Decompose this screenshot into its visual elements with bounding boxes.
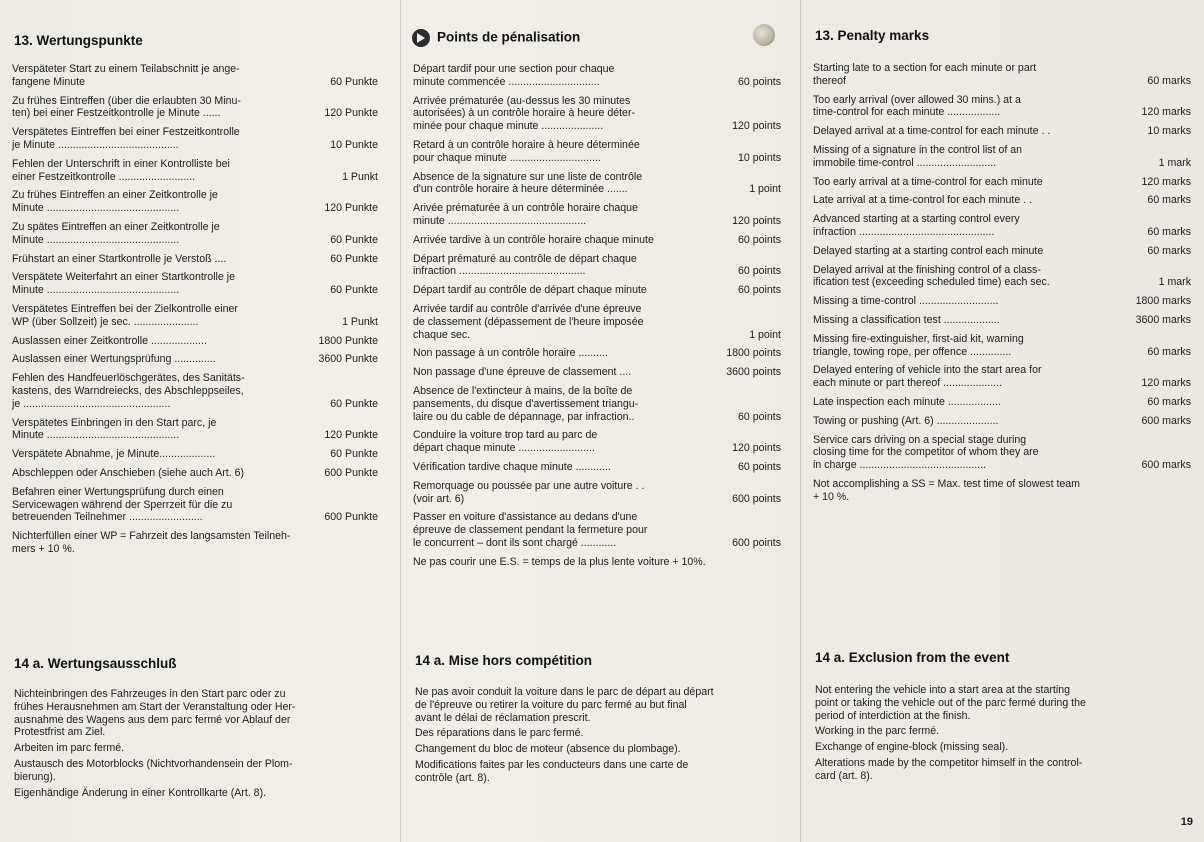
penalty-value: 1 point xyxy=(749,328,781,341)
penalty-label: Delayed entering of vehicle into the start area for each minute or part thereof .................... xyxy=(813,364,1042,390)
penalty-label: Verspätetes Eintreffen bei der Zielkontrolle einer WP (über Sollzeit) je sec. ...................... xyxy=(12,302,238,328)
penalty-row xyxy=(813,314,1191,327)
penalty-label: Fehlen des Handfeuerlöschgerätes, des Sanitäts- kastens, des Warndreiecks, des Abschleppseiles, je .................................................. xyxy=(12,372,245,410)
penalty-row xyxy=(413,284,781,297)
french-section2-text xyxy=(415,686,779,788)
french-heading: Points de pénalisation xyxy=(437,29,581,45)
penalty-row xyxy=(413,63,781,89)
page-number: 19 xyxy=(1180,816,1193,828)
penalty-row xyxy=(413,202,781,228)
penalty-value: 1 mark xyxy=(1158,156,1191,169)
penalty-label: Auslassen einer Wertungsprüfung .............. xyxy=(12,353,216,366)
penalty-row xyxy=(813,125,1191,138)
penalty-label: Frühstart an einer Startkontrolle je Verstoß .... xyxy=(12,252,227,265)
penalty-value: 120 marks xyxy=(1141,175,1191,188)
penalty-row xyxy=(413,385,781,423)
german-penalty-list xyxy=(12,63,378,556)
penalty-label: Delayed starting at a starting control each minute xyxy=(813,244,1044,257)
penalty-value: 120 marks xyxy=(1141,377,1191,390)
penalty-value: 60 points xyxy=(738,233,781,246)
penalty-value: 120 Punkte xyxy=(324,429,378,442)
penalty-row xyxy=(413,347,781,360)
penalty-label: Départ tardif au contrôle de départ chaque minute xyxy=(413,284,647,297)
penalty-label: Fehlen der Unterschrift in einer Kontrolliste bei einer Festzeitkontrolle .......................... xyxy=(12,157,230,183)
penalty-row xyxy=(12,335,378,348)
penalty-label: Non passage à un contrôle horaire .......... xyxy=(413,347,608,360)
exclusion-paragraph: Eigenhändige Änderung in einer Kontrollkarte (Art. 8). xyxy=(14,786,267,799)
english-heading: 13. Penalty marks xyxy=(815,28,930,43)
penalty-row xyxy=(12,448,378,461)
penalty-label: Conduire la voiture trop tard au parc de départ chaque minute .......................... xyxy=(413,429,598,455)
english-section2-heading: 14 a. Exclusion from the event xyxy=(815,650,1010,665)
penalty-row xyxy=(413,461,781,474)
penalty-row xyxy=(813,144,1191,170)
english-penalty-list xyxy=(813,62,1191,504)
penalty-row xyxy=(813,396,1191,409)
penalty-row xyxy=(12,95,378,121)
penalty-value: 600 points xyxy=(732,536,781,549)
penalty-row xyxy=(813,245,1191,258)
penalty-label: Passer en voiture d'assistance au dedans d'une épreuve de classement pendant la fermeture pour le concurrent – dont ils sont chargé ............ xyxy=(413,511,648,549)
penalty-label: Arrivée prématurée (au-dessus les 30 minutes autorisées) à un contrôle horaire à heure déter- minée pour chaque minute ..................... xyxy=(413,94,636,133)
penalty-value: 60 points xyxy=(738,410,781,423)
exclusion-paragraph: Alterations made by the competitor himself in the control- card (art. 8). xyxy=(815,756,1083,782)
penalty-value: 60 points xyxy=(738,284,781,297)
penalty-label: Delayed arrival at the finishing control of a class- ification test (exceeding scheduled time) each sec. xyxy=(813,263,1050,289)
penalty-value: 60 points xyxy=(738,75,781,88)
penalty-row xyxy=(413,429,781,455)
penalty-note: Nichterfüllen einer WP = Fahrzeit des langsamsten Teilneh- mers + 10 %. xyxy=(12,530,291,555)
penalty-row xyxy=(12,189,378,215)
penalty-label: Late inspection each minute .................. xyxy=(813,395,1001,408)
penalty-value: 60 Punkte xyxy=(330,75,378,88)
penalty-value: 1800 Punkte xyxy=(318,334,378,347)
penalty-row xyxy=(12,271,378,297)
penalty-note: Ne pas courir une E.S. = temps de la plus lente voiture + 10%. xyxy=(413,555,706,568)
english-section2-text xyxy=(815,684,1189,786)
penalty-value: 120 Punkte xyxy=(324,202,378,215)
penalty-value: 1800 marks xyxy=(1135,295,1191,308)
penalty-row xyxy=(12,417,378,443)
penalty-label: Advanced starting at a starting control every infraction .............................................. xyxy=(813,213,1020,238)
penalty-label: Absence de l'extincteur à mains, de la boîte de pansements, du disque d'avertissement triangu- laire ou du cable de dépannage, par infraction.. xyxy=(413,384,639,423)
penalty-row xyxy=(813,415,1191,428)
penalty-row xyxy=(413,171,781,197)
penalty-row xyxy=(413,480,781,506)
penalty-row xyxy=(12,126,378,152)
penalty-row xyxy=(12,467,378,480)
penalty-row xyxy=(12,372,378,410)
exclusion-paragraph: Not entering the vehicle into a start area at the starting point or taking the vehicle out of the parc fermé during the period of interdiction at the finish. xyxy=(815,684,1086,722)
penalty-value: 1800 points xyxy=(726,347,781,360)
penalty-value: 60 Punkte xyxy=(330,252,378,265)
penalty-label: Vérification tardive chaque minute ............ xyxy=(413,460,611,473)
penalty-row xyxy=(813,213,1191,239)
english-column xyxy=(800,0,1204,842)
penalty-label: Arrivée tardif au contrôle d'arrivée d'une épreuve de classement (dépassement de l'heure imposée chaque sec. xyxy=(413,302,644,341)
penalty-row xyxy=(12,303,378,329)
penalty-value: 3600 points xyxy=(726,366,781,379)
penalty-value: 600 points xyxy=(732,492,781,505)
penalty-value: 1 Punkt xyxy=(342,315,378,328)
penalty-value: 60 Punkte xyxy=(330,284,378,297)
penalty-row xyxy=(12,158,378,184)
penalty-value: 10 points xyxy=(738,151,781,164)
penalty-label: Départ tardif pour une section pour chaque minute commencée ............................... xyxy=(413,63,615,88)
exclusion-paragraph: Nichteinbringen des Fahrzeuges in den Start parc oder zu frühes Herausnehmen am Start der Veranstaltung oder Her- ausnahme des Wagens aus dem parc fermé vor Ablauf der Protestfrist am Ziel. xyxy=(14,688,296,739)
penalty-value: 120 points xyxy=(732,442,781,455)
penalty-value: 60 points xyxy=(738,265,781,278)
penalty-row xyxy=(12,353,378,366)
penalty-row xyxy=(12,486,378,524)
penalty-row xyxy=(12,253,378,266)
german-heading: 13. Wertungspunkte xyxy=(14,33,143,48)
penalty-label: Too early arrival at a time-control for each minute xyxy=(813,175,1043,188)
penalty-label: Absence de la signature sur une liste de contrôle d'un contrôle horaire à heure déterminée ....... xyxy=(413,170,643,196)
penalty-label: Verspätete Abnahme, je Minute................... xyxy=(12,448,216,461)
penalty-value: 600 Punkte xyxy=(324,511,378,524)
penalty-label: Abschleppen oder Anschieben (siehe auch Art. 6) xyxy=(12,466,245,479)
penalty-value: 1 mark xyxy=(1158,276,1191,289)
penalty-label: Missing a time-control ........................... xyxy=(813,295,999,308)
penalty-value: 600 Punkte xyxy=(324,466,378,479)
penalty-value: 120 Punkte xyxy=(324,107,378,120)
penalty-row xyxy=(413,234,781,247)
exclusion-paragraph: Des réparations dans le parc fermé. xyxy=(415,727,584,740)
penalty-row xyxy=(413,366,781,379)
penalty-value: 600 marks xyxy=(1141,459,1191,472)
exclusion-paragraph: Arbeiten im parc fermé. xyxy=(14,742,125,755)
penalty-label: Zu frühes Eintreffen (über die erlaubten 30 Minu- ten) bei einer Festzeitkontrolle je Minute ...... xyxy=(12,94,241,120)
exclusion-paragraph: Ne pas avoir conduit la voiture dans le parc de départ au départ de l'épreuve ou retirer la voiture du parc fermé au but final avant le délai de réclamation prescrit. xyxy=(415,686,714,724)
penalty-value: 600 marks xyxy=(1141,414,1191,427)
penalty-value: 60 marks xyxy=(1147,74,1191,87)
penalty-value: 60 marks xyxy=(1147,345,1191,358)
penalty-label: Service cars driving on a special stage during closing time for the competitor of whom they are in charge ........................................... xyxy=(813,433,1039,472)
penalty-value: 60 Punkte xyxy=(330,233,378,246)
penalty-label: Missing a classification test ................... xyxy=(813,313,1000,326)
penalty-value: 60 points xyxy=(738,460,781,473)
penalty-value: 60 Punkte xyxy=(330,397,378,410)
penalty-label: Arrivée tardive à un contrôle horaire chaque minute xyxy=(413,233,654,246)
penalty-value: 60 marks xyxy=(1147,194,1191,207)
penalty-label: Starting late to a section for each minute or part thereof xyxy=(813,62,1037,87)
penalty-label: Départ prématuré au contrôle de départ chaque infraction ........................................... xyxy=(413,252,637,278)
penalty-row xyxy=(12,63,378,89)
penalty-row xyxy=(12,221,378,247)
penalty-row xyxy=(813,62,1191,88)
penalty-label: Verspätete Weiterfahrt an einer Startkontrolle je Minute ............................................. xyxy=(12,271,235,297)
exclusion-paragraph: Modifications faites par les conducteurs dans une carte de contrôle (art. 8). xyxy=(415,758,689,784)
german-column xyxy=(0,0,392,842)
penalty-row xyxy=(413,303,781,341)
penalty-row xyxy=(413,95,781,133)
penalty-value: 1 point xyxy=(749,183,781,196)
exclusion-paragraph: Austausch des Motorblocks (Nichtvorhandensein der Plom- bierung). xyxy=(14,757,293,783)
german-section2-heading: 14 a. Wertungsausschluß xyxy=(14,656,177,671)
french-penalty-list xyxy=(413,63,781,569)
penalty-value: 1 Punkt xyxy=(342,170,378,183)
penalty-note: Not accomplishing a SS = Max. test time of slowest team + 10 %. xyxy=(813,477,1081,503)
penalty-row xyxy=(813,434,1191,472)
penalty-label: Arivée prématurée à un contrôle horaire chaque minute ............................................... xyxy=(413,202,638,227)
penalty-row xyxy=(813,94,1191,120)
penalty-value: 10 marks xyxy=(1147,125,1191,138)
penalty-label: Late arrival at a time-control for each minute . . xyxy=(813,194,1033,207)
round-sticker-icon xyxy=(753,24,775,46)
penalty-row xyxy=(813,264,1191,290)
penalty-label: Retard à un contrôle horaire à heure déterminée pour chaque minute ............................... xyxy=(413,138,640,164)
penalty-label: Too early arrival (over allowed 30 mins.) at a time-control for each minute .................. xyxy=(813,93,1021,119)
penalty-value: 10 Punkte xyxy=(330,138,378,151)
penalty-value: 60 Punkte xyxy=(330,448,378,461)
french-column xyxy=(400,0,795,842)
penalty-value: 60 marks xyxy=(1147,225,1191,238)
penalty-label: Verspäteter Start zu einem Teilabschnitt je ange- fangene Minute xyxy=(12,63,240,88)
penalty-label: Zu spätes Eintreffen an einer Zeitkontrolle je Minute ............................................. xyxy=(12,220,220,246)
penalty-value: 3600 marks xyxy=(1135,313,1191,326)
penalty-label: Auslassen einer Zeitkontrolle ................... xyxy=(12,334,207,347)
penalty-label: Missing of a signature in the control list of an immobile time-control ........................... xyxy=(813,143,1023,169)
penalty-value: 120 points xyxy=(732,120,781,133)
arrow-marker-icon xyxy=(411,28,431,48)
penalty-row xyxy=(813,295,1191,308)
penalty-row xyxy=(413,139,781,165)
german-section2-text xyxy=(14,688,376,802)
penalty-value: 3600 Punkte xyxy=(318,353,378,366)
penalty-label: Befahren einer Wertungsprüfung durch einen Servicewagen während der Sperrzeit für die zu betreuenden Teilnehmer ......................... xyxy=(12,485,233,524)
penalty-row xyxy=(813,364,1191,390)
exclusion-paragraph: Changement du bloc de moteur (absence du plombage). xyxy=(415,743,681,756)
penalty-row xyxy=(413,511,781,549)
penalty-row xyxy=(813,194,1191,207)
penalty-label: Remorquage ou poussée par une autre voiture . . (voir art. 6) xyxy=(413,479,645,505)
penalty-label: Delayed arrival at a time-control for each minute . . xyxy=(813,125,1051,138)
penalty-value: 60 marks xyxy=(1147,395,1191,408)
penalty-label: Zu frühes Eintreffen an einer Zeitkontrolle je Minute ............................................. xyxy=(12,189,218,215)
penalty-label: Verspätetes Einbringen in den Start parc, je Minute ............................................. xyxy=(12,416,217,442)
penalty-value: 120 points xyxy=(732,214,781,227)
penalty-value: 120 marks xyxy=(1141,106,1191,119)
french-section2-heading: 14 a. Mise hors compétition xyxy=(415,653,593,668)
penalty-row xyxy=(413,253,781,279)
penalty-row xyxy=(813,333,1191,359)
exclusion-paragraph: Exchange of engine-block (missing seal). xyxy=(815,741,1009,754)
penalty-label: Non passage d'une épreuve de classement .... xyxy=(413,366,632,379)
french-heading-wrap xyxy=(411,28,580,48)
exclusion-paragraph: Working in the parc fermé. xyxy=(815,725,940,738)
penalty-row xyxy=(813,176,1191,189)
penalty-label: Missing fire-extinguisher, first-aid kit, warning triangle, towing rope, per offence .............. xyxy=(813,332,1024,358)
penalty-value: 60 marks xyxy=(1147,244,1191,257)
penalty-label: Towing or pushing (Art. 6) ..................... xyxy=(813,414,999,427)
penalty-label: Verspätetes Eintreffen bei einer Festzeitkontrolle je Minute ......................................... xyxy=(12,126,240,151)
